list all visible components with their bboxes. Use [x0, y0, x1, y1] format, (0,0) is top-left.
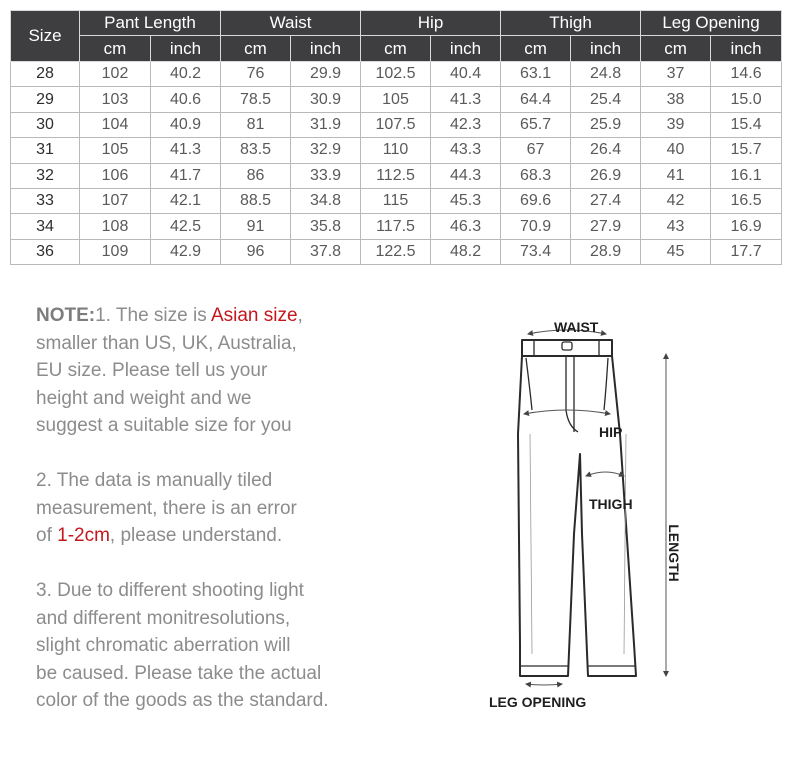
table-row — [11, 112, 782, 137]
measurement-cell: 45 — [641, 239, 711, 264]
table-row — [11, 62, 782, 87]
measurement-cell: 42.3 — [431, 112, 501, 137]
note-2-trail: , please understand. — [109, 525, 283, 546]
table-row — [11, 138, 782, 163]
measurement-cell: 48.2 — [431, 239, 501, 264]
measurement-cell: 40.9 — [151, 112, 221, 137]
measurement-cell: 42.5 — [151, 214, 221, 239]
table-header — [11, 11, 782, 62]
header-waist: Waist — [221, 11, 361, 36]
notes-section — [36, 302, 376, 715]
measurement-cell: 112.5 — [361, 163, 431, 188]
measurement-cell: 91 — [221, 214, 291, 239]
measurement-cell: 105 — [80, 138, 151, 163]
thigh-label: THIGH — [589, 496, 633, 512]
size-chart-table — [10, 10, 782, 265]
measurement-cell: 108 — [80, 214, 151, 239]
measurement-cell: 96 — [221, 239, 291, 264]
note-line: height and weight and we — [36, 387, 252, 409]
measurement-cell: 16.9 — [711, 214, 782, 239]
measurement-cell: 34.8 — [291, 188, 361, 213]
measurement-cell: 40.6 — [151, 87, 221, 112]
size-cell: 34 — [11, 214, 80, 239]
measurement-cell: 29.9 — [291, 62, 361, 87]
measurement-cell: 76 — [221, 62, 291, 87]
measurement-cell: 42.9 — [151, 239, 221, 264]
measurement-cell: 44.3 — [431, 163, 501, 188]
measurement-cell: 26.9 — [571, 163, 641, 188]
measurement-cell: 81 — [221, 112, 291, 137]
unit-header-cm: cm — [361, 36, 431, 62]
measurement-cell: 35.8 — [291, 214, 361, 239]
measurement-cell: 41.7 — [151, 163, 221, 188]
measurement-cell: 32.9 — [291, 138, 361, 163]
measurement-cell: 26.4 — [571, 138, 641, 163]
hip-label: HIP — [599, 424, 623, 440]
size-cell: 28 — [11, 62, 80, 87]
note-line: measurement, there is an error — [36, 497, 297, 519]
measurement-cell: 38 — [641, 87, 711, 112]
measurement-cell: 41 — [641, 163, 711, 188]
measurement-cell: 110 — [361, 138, 431, 163]
measurement-cell: 42 — [641, 188, 711, 213]
measurement-cell: 64.4 — [501, 87, 571, 112]
measurement-cell: 46.3 — [431, 214, 501, 239]
measurement-cell: 16.1 — [711, 163, 782, 188]
note-line: 2. The data is manually tiled — [36, 470, 273, 491]
note-1-trail: , — [297, 305, 303, 326]
measurement-cell: 40 — [641, 138, 711, 163]
measurement-cell: 25.9 — [571, 112, 641, 137]
size-cell: 32 — [11, 163, 80, 188]
measurement-cell: 25.4 — [571, 87, 641, 112]
size-cell: 30 — [11, 112, 80, 137]
note-line: slight chromatic aberration will — [36, 635, 291, 656]
measurement-cell: 17.7 — [711, 239, 782, 264]
measurement-cell: 73.4 — [501, 239, 571, 264]
note-1-first-line — [36, 302, 376, 330]
table-row — [11, 87, 782, 112]
header-leg-opening: Leg Opening — [641, 11, 782, 36]
note-line: color of the goods as the standard. — [36, 690, 329, 711]
button-icon — [562, 342, 572, 350]
measurement-cell: 15.7 — [711, 138, 782, 163]
measurement-cell: 115 — [361, 188, 431, 213]
measurement-cell: 27.4 — [571, 188, 641, 213]
note-line: 3. Due to different shooting light — [36, 580, 304, 601]
unit-header-inch: inch — [151, 36, 221, 62]
table-body — [11, 62, 782, 265]
size-cell: 29 — [11, 87, 80, 112]
measurement-cell: 106 — [80, 163, 151, 188]
unit-header-inch: inch — [431, 36, 501, 62]
measurement-cell: 15.4 — [711, 112, 782, 137]
measurement-cell: 63.1 — [501, 62, 571, 87]
measurement-cell: 102.5 — [361, 62, 431, 87]
measurement-cell: 43.3 — [431, 138, 501, 163]
note-1-lead: 1. The size is — [95, 305, 211, 326]
measurement-cell: 68.3 — [501, 163, 571, 188]
measurement-cell: 16.5 — [711, 188, 782, 213]
measurement-cell: 31.9 — [291, 112, 361, 137]
measurement-cell: 69.6 — [501, 188, 571, 213]
measurement-cell: 88.5 — [221, 188, 291, 213]
measurement-cell: 41.3 — [431, 87, 501, 112]
measurement-cell: 40.2 — [151, 62, 221, 87]
measurement-cell: 14.6 — [711, 62, 782, 87]
measurement-cell: 107.5 — [361, 112, 431, 137]
unit-header-cm: cm — [221, 36, 291, 62]
measurement-cell: 42.1 — [151, 188, 221, 213]
measurement-cell: 45.3 — [431, 188, 501, 213]
leg-opening-label: LEG OPENING — [489, 694, 587, 710]
note-prefix: NOTE: — [36, 305, 96, 326]
size-cell: 36 — [11, 239, 80, 264]
measurement-cell: 41.3 — [151, 138, 221, 163]
measurement-cell: 67 — [501, 138, 571, 163]
table-row — [11, 214, 782, 239]
measurement-cell: 24.8 — [571, 62, 641, 87]
measurement-cell: 39 — [641, 112, 711, 137]
unit-header-cm: cm — [80, 36, 151, 62]
unit-header-cm: cm — [641, 36, 711, 62]
note-line: and different monitresolutions, — [36, 607, 291, 629]
asian-size-highlight: Asian size — [210, 305, 298, 326]
note-line: be caused. Please take the actual — [36, 662, 322, 684]
measurement-cell: 78.5 — [221, 87, 291, 112]
waist-label: WAIST — [554, 319, 599, 335]
unit-header-inch: inch — [571, 36, 641, 62]
measurement-cell: 109 — [80, 239, 151, 264]
length-label: LENGTH — [665, 524, 682, 582]
measurement-cell: 117.5 — [361, 214, 431, 239]
measurement-cell: 37.8 — [291, 239, 361, 264]
thigh-measure-line — [586, 472, 624, 476]
error-range-highlight: 1-2cm — [57, 525, 110, 546]
note-2-last-line — [36, 522, 376, 550]
unit-header-inch: inch — [711, 36, 782, 62]
header-hip: Hip — [361, 11, 501, 36]
measurement-cell: 104 — [80, 112, 151, 137]
measurement-cell: 30.9 — [291, 87, 361, 112]
pants-outline — [518, 356, 636, 676]
measurement-cell: 33.9 — [291, 163, 361, 188]
measurement-cell: 15.0 — [711, 87, 782, 112]
measurement-cell: 43 — [641, 214, 711, 239]
measurement-cell: 86 — [221, 163, 291, 188]
table-row — [11, 163, 782, 188]
note-line: smaller than US, UK, Australia, — [36, 332, 297, 354]
note-line: EU size. Please tell us your — [36, 360, 268, 381]
measurement-cell: 83.5 — [221, 138, 291, 163]
measurement-cell: 105 — [361, 87, 431, 112]
note-line: suggest a suitable size for you — [36, 415, 292, 436]
note-2-lead: of — [36, 525, 58, 546]
table-row — [11, 239, 782, 264]
header-pant-length: Pant Length — [80, 11, 221, 36]
measurement-cell: 37 — [641, 62, 711, 87]
measurement-cell: 65.7 — [501, 112, 571, 137]
measurement-cell: 102 — [80, 62, 151, 87]
measurement-cell: 27.9 — [571, 214, 641, 239]
measurement-cell: 28.9 — [571, 239, 641, 264]
unit-header-inch: inch — [291, 36, 361, 62]
measurement-cell: 70.9 — [501, 214, 571, 239]
measurement-cell: 40.4 — [431, 62, 501, 87]
table-row — [11, 188, 782, 213]
size-column-header: Size — [11, 11, 80, 62]
header-thigh: Thigh — [501, 11, 641, 36]
leg-opening-measure-line — [526, 684, 562, 685]
size-cell: 31 — [11, 138, 80, 163]
size-cell: 33 — [11, 188, 80, 213]
measurement-cell: 107 — [80, 188, 151, 213]
measurement-cell: 122.5 — [361, 239, 431, 264]
measurement-cell: 103 — [80, 87, 151, 112]
unit-header-cm: cm — [501, 36, 571, 62]
